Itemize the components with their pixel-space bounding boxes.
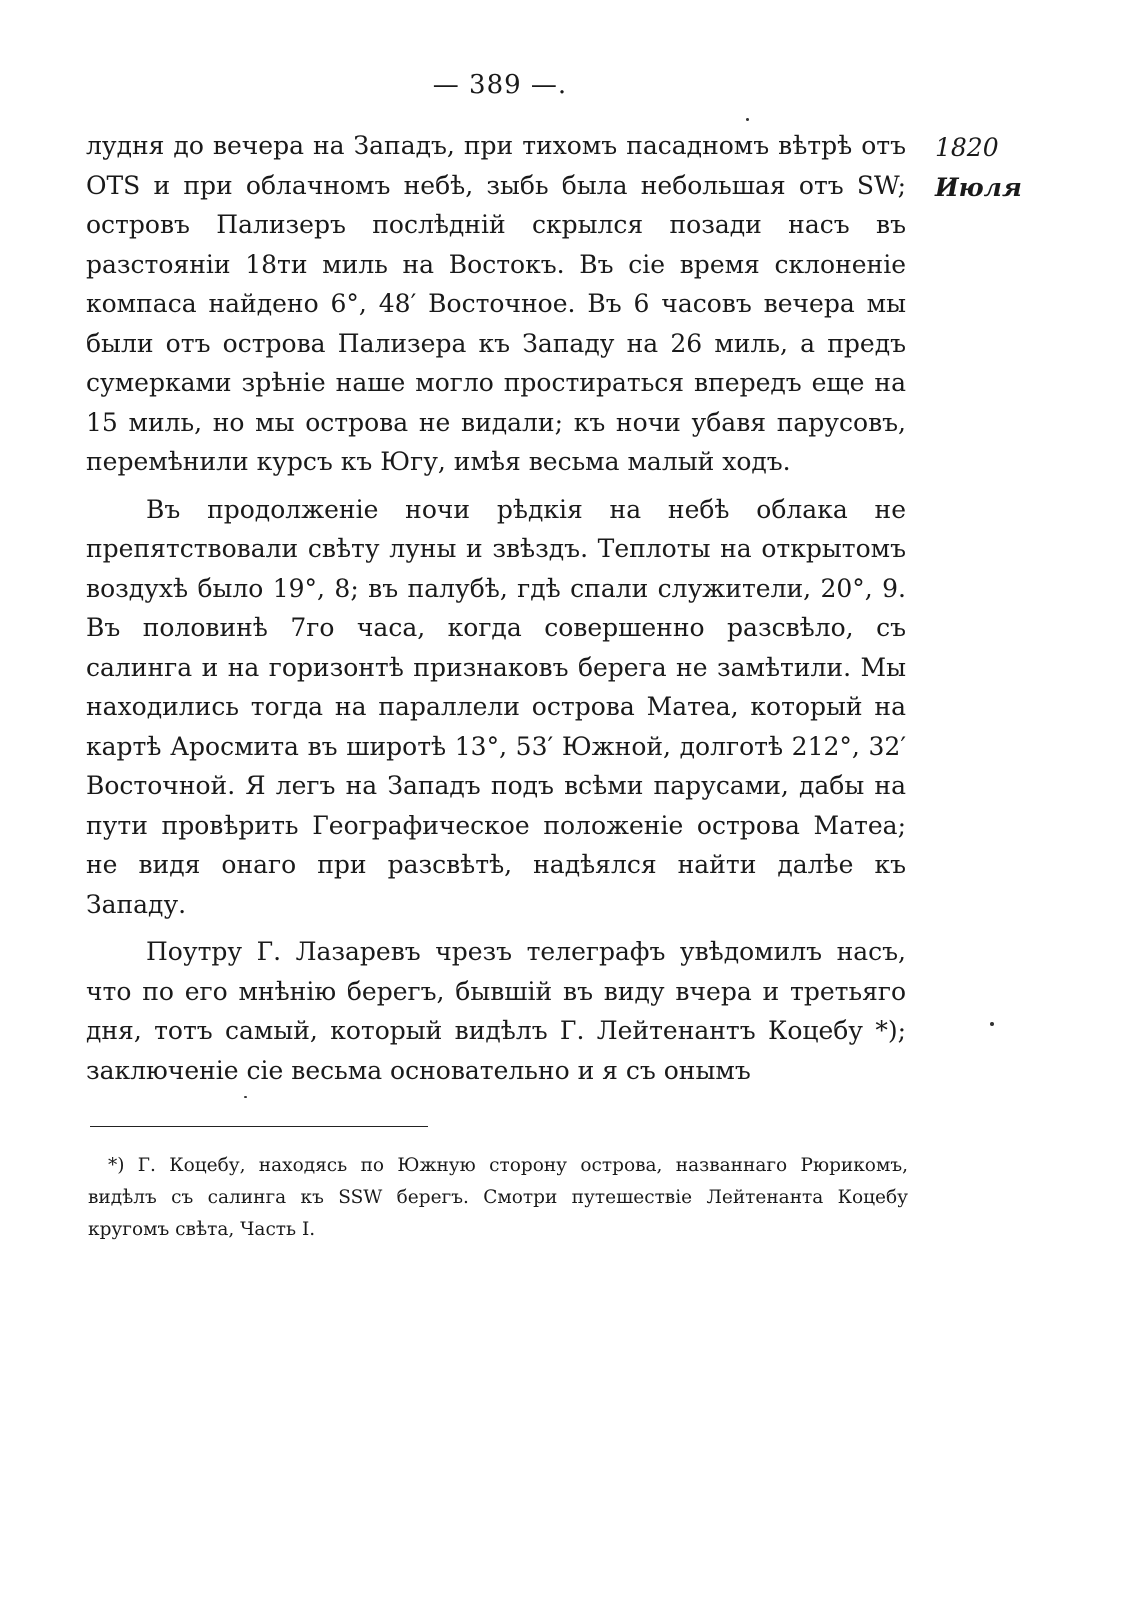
footnote-divider [90,1126,428,1127]
paragraph: Въ продолженіе ночи рѣдкія на небѣ облака не препятствовали свѣту луны и звѣздъ. Теплоты на открытомъ воздухѣ было 19°, 8; въ палубѣ, гдѣ спали служители, 20°, 9. Въ половинѣ 7го часа, когда совершенно разсвѣло, съ салинга и на горизонтѣ признаковъ берега не замѣтили. Мы находились тогда на параллели острова Матеа, который на картѣ Аросмита въ широтѣ 13°, 53′ Южной, долготѣ 212°, 32′ Восточной. Я легъ на Западъ подъ всѣми парусами, дабы на пути провѣрить Географическое положеніе острова Матеа; не видя онаго при разсвѣтѣ, надѣялся найти далѣе къ Западу. [86,494,906,919]
scan-speck [746,118,749,121]
main-text [86,126,906,1090]
scan-speck [244,1096,247,1098]
margin-note [935,128,1065,208]
scan-speck [990,1022,994,1026]
margin-note-month: Июля [935,173,1022,202]
paragraph: Поутру Г. Лазаревъ чрезъ телеграфъ увѣдомилъ насъ, что по его мнѣнію берегъ, бывшій въ виду вчера и третьяго дня, тотъ самый, который видѣлъ Г. Лейтенантъ Коцебу *); заключеніе сіе весьма основательно и я съ онымъ [86,937,906,1085]
paragraph: лудня до вечера на Западъ, при тихомъ пасадномъ вѣтрѣ отъ OTS и при облачномъ небѣ, зыбь была небольшая отъ SW; островъ Пализеръ послѣдній скрылся позади насъ въ разстояніи 18ти миль на Востокъ. Въ сіе время склоненіе компаса найдено 6°, 48′ Восточное. Въ 6 часовъ вечера мы были отъ острова Пализера къ Западу на 26 миль, а предъ сумерками зрѣніе наше могло простираться впередъ еще на 15 миль, но мы острова не видали; къ ночи убавя парусовъ, перемѣнили курсъ къ Югу, имѣя весьма малый ходъ. [86,131,906,476]
margin-note-year: 1820 [935,133,999,162]
page-number: — 389 —. [432,70,568,100]
footnote: *) Г. Коцебу, находясь по Южную сторону острова, названнаго Рюрикомъ, видѣлъ съ салинга къ SSW берегъ. Смотри путешествіе Лейтенанта Коцебу кругомъ свѣта, Часть I. [88,1155,908,1240]
